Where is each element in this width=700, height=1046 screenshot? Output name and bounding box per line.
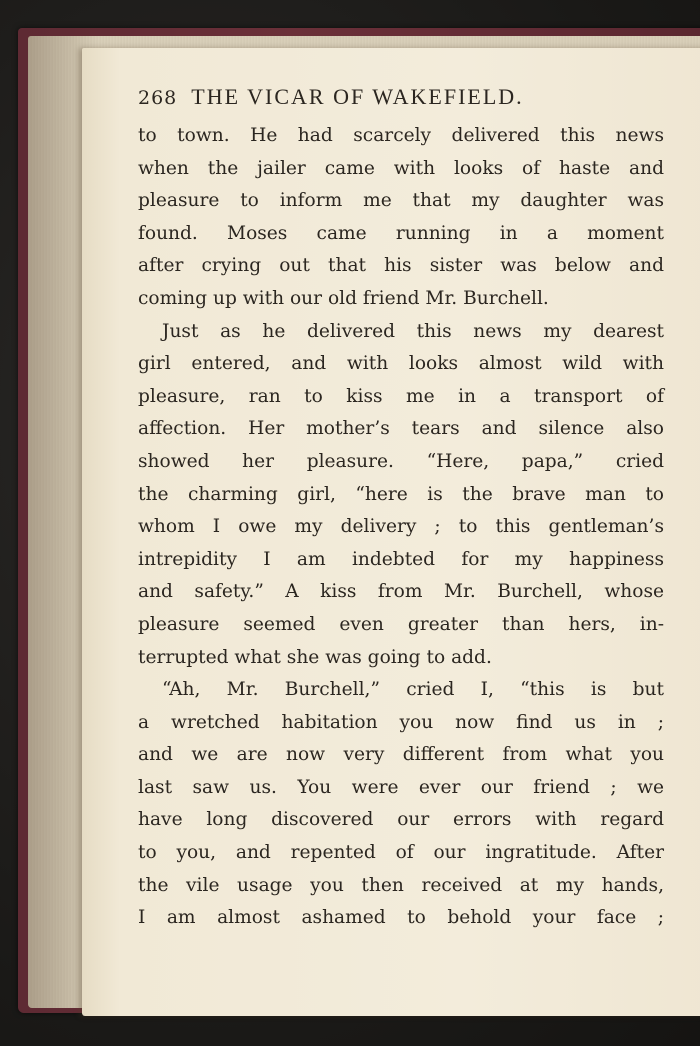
text-line: after crying out that his sister was below and xyxy=(138,255,664,277)
text-line: the vile usage you then received at my hands, xyxy=(138,874,664,896)
text-line: have long discovered our errors with regard xyxy=(138,809,664,831)
text-line: and safety.” A kiss from Mr. Burchell, whose xyxy=(138,581,664,603)
page-number: 268 xyxy=(138,87,178,109)
text-line: affection. Her mother’s tears and silence also xyxy=(138,418,664,440)
page-header xyxy=(138,84,678,110)
text-line: to town. He had scarcely delivered this news xyxy=(138,125,664,146)
text-line: I am almost ashamed to behold your face ; xyxy=(138,907,664,929)
text-line: girl entered, and with looks almost wild with xyxy=(138,353,664,375)
text-line: to you, and repented of our ingratitude. After xyxy=(138,842,664,864)
text-line: intrepidity I am indebted for my happiness xyxy=(138,548,664,570)
text-line: pleasure, ran to kiss me in a transport of xyxy=(138,385,664,407)
page-text xyxy=(138,84,678,935)
text-line: when the jailer came with looks of haste and xyxy=(138,157,664,179)
text-line: the charming girl, “here is the brave man to xyxy=(138,483,664,505)
running-title: THE VICAR OF WAKEFIELD. xyxy=(191,84,524,109)
text-line: whom I owe my delivery ; to this gentleman’s xyxy=(138,516,664,538)
text-line: coming up with our old friend Mr. Burchell. xyxy=(138,287,549,309)
text-line: pleasure seemed even greater than hers, in- xyxy=(138,613,664,635)
paragraph-first-line: “Ah, Mr. Burchell,” cried I, “this is but xyxy=(162,679,664,701)
text-line: a wretched habitation you now find us in ; xyxy=(138,711,664,733)
text-line: showed her pleasure. “Here, papa,” cried xyxy=(138,450,664,472)
text-line: and we are now very different from what you xyxy=(138,744,664,766)
text-line: found. Moses came running in a moment xyxy=(138,222,664,244)
text-line: last saw us. You were ever our friend ; we xyxy=(138,776,664,798)
paragraph-first-line: Just as he delivered this news my dearest xyxy=(162,320,664,342)
text-line: pleasure to inform me that my daughter was xyxy=(138,190,664,212)
text-line: terrupted what she was going to add. xyxy=(138,646,492,668)
